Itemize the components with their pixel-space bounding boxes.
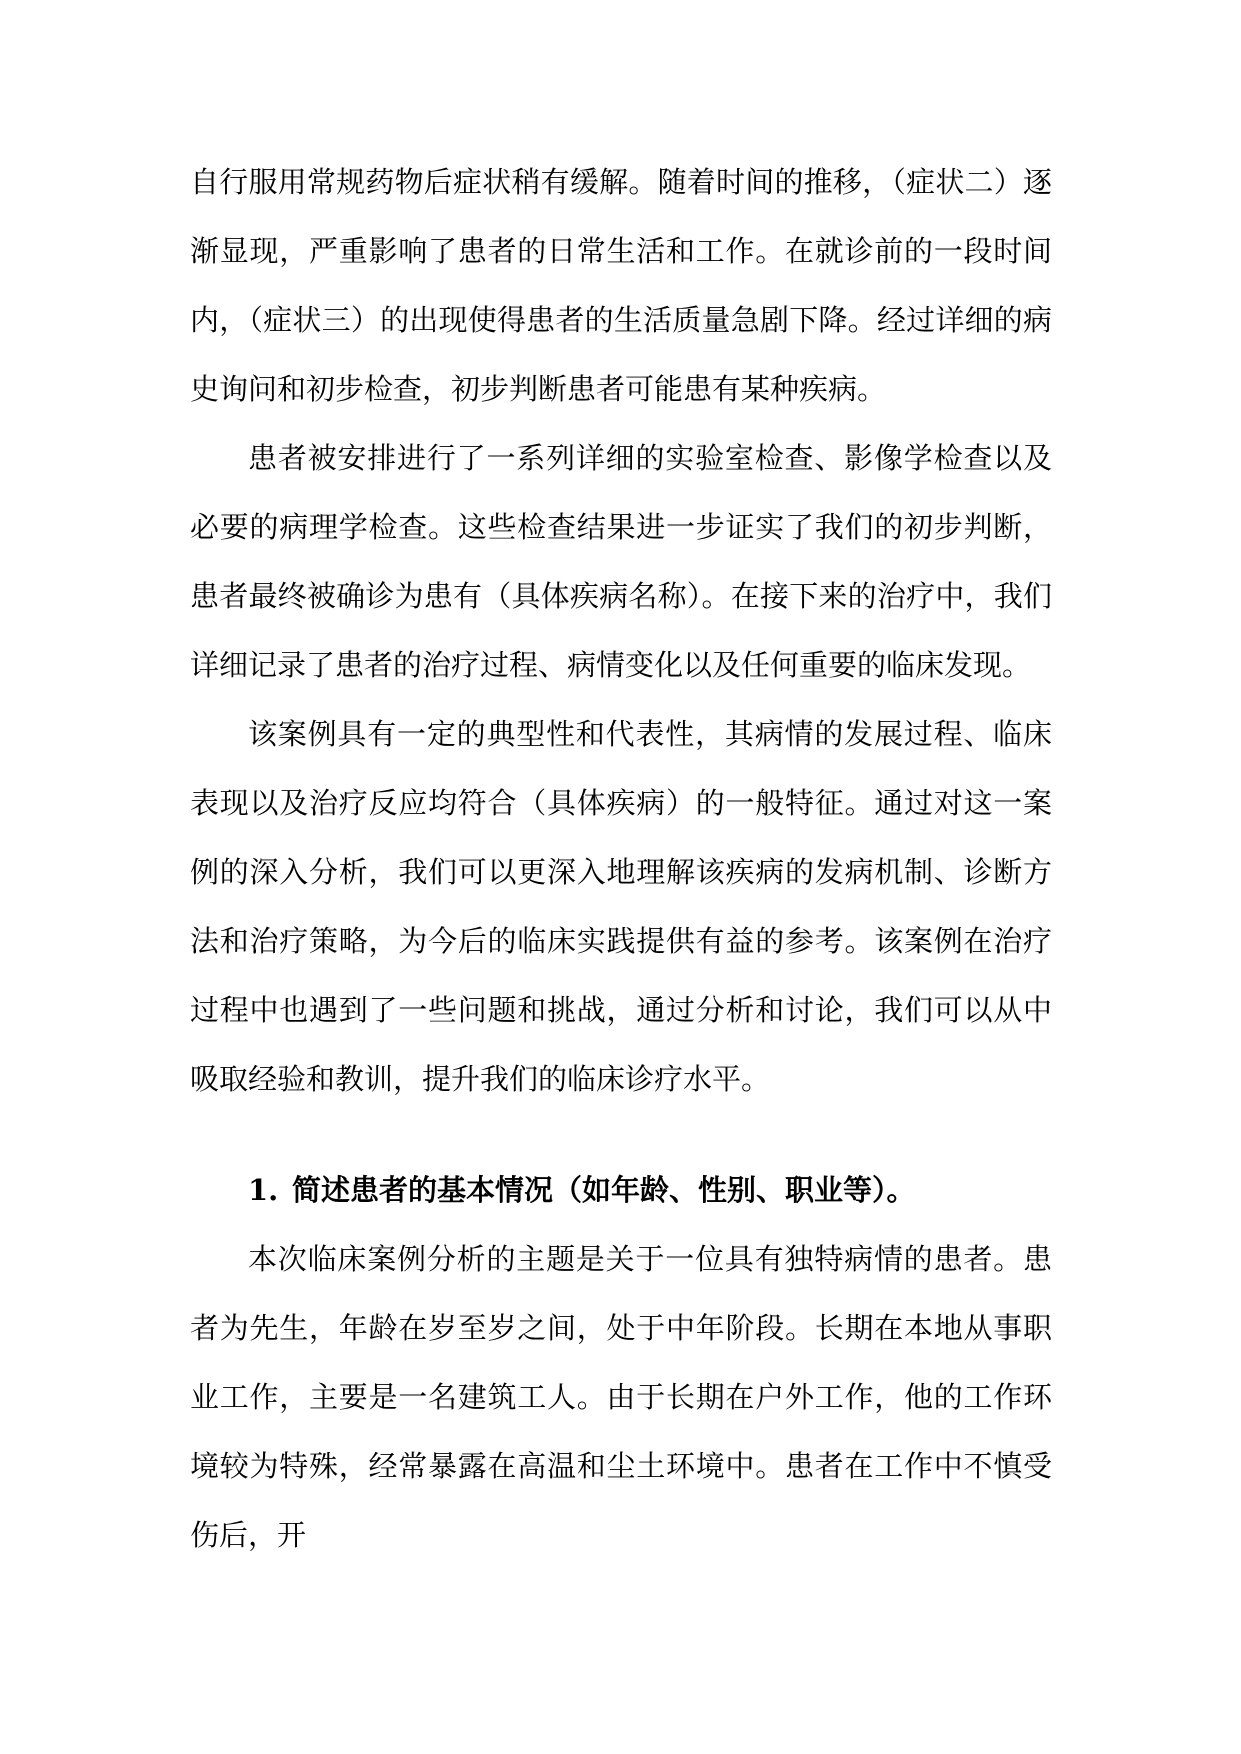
section-heading-text: 简述患者的基本情况（如年龄、性别、职业等）。: [292, 1173, 916, 1207]
document-body: [190, 148, 1052, 1570]
paragraph-patient-basic-info: 本次临床案例分析的主题是关于一位具有独特病情的患者。患者为先生，年龄在岁至岁之间，处于中年阶段。长期在本地从事职业工作，主要是一名建筑工人。由于长期在户外工作，他的工作环境较为特殊，经常暴露在高温和尘土环境中。患者在工作中不慎受伤后，开: [190, 1242, 1052, 1552]
paragraph-symptom-progression: 自行服用常规药物后症状稍有缓解。随着时间的推移，（症状二）逐渐显现，严重影响了患者的日常生活和工作。在就诊前的一段时间内，（症状三）的出现使得患者的生活质量急剧下降。经过详细的病史询问和初步检查，初步判断患者可能患有某种疾病。: [190, 165, 1052, 406]
section-heading: [190, 1156, 1052, 1225]
paragraph-case-significance: 该案例具有一定的典型性和代表性，其病情的发展过程、临床表现以及治疗反应均符合（具体疾病）的一般特征。通过对这一案例的深入分析，我们可以更深入地理解该疾病的发病机制、诊断方法和治疗策略，为今后的临床实践提供有益的参考。该案例在治疗过程中也遇到了一些问题和挑战，通过分析和讨论，我们可以从中吸取经验和教训，提升我们的临床诊疗水平。: [190, 717, 1052, 1096]
paragraph-diagnosis: 患者被安排进行了一系列详细的实验室检查、影像学检查以及必要的病理学检查。这些检查结果进一步证实了我们的初步判断，患者最终被确诊为患有（具体疾病名称）。在接下来的治疗中，我们详细记录了患者的治疗过程、病情变化以及任何重要的临床发现。: [190, 441, 1052, 682]
section-heading-number: 1.: [248, 1173, 279, 1207]
